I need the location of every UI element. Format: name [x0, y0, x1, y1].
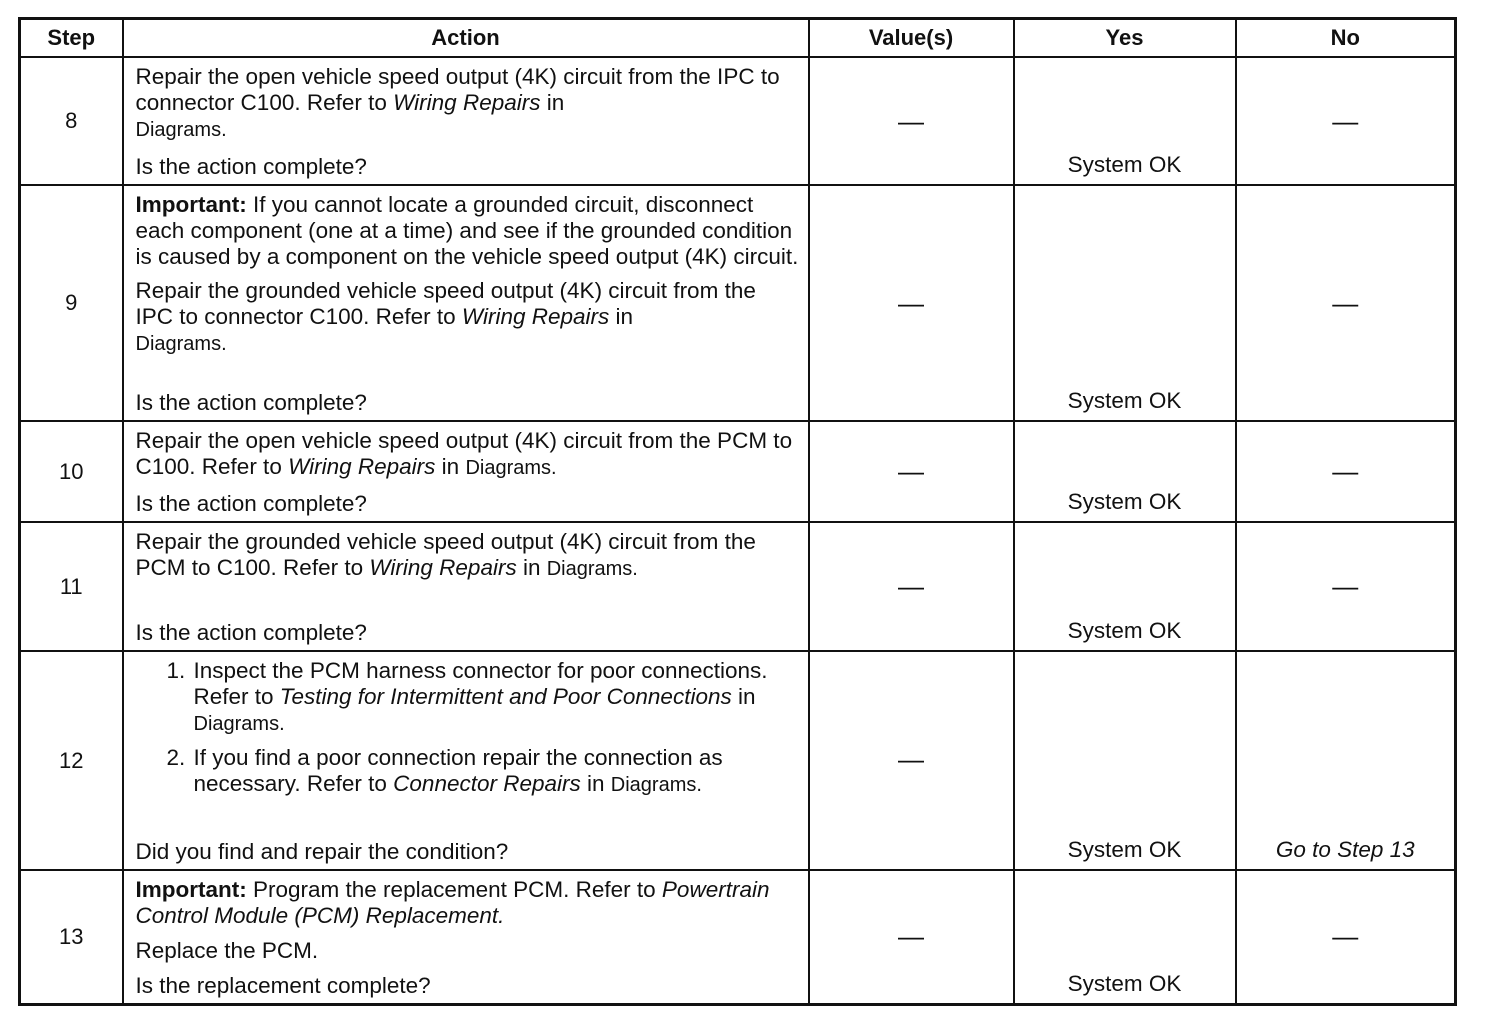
- yes-cell: System OK: [1014, 870, 1236, 1004]
- table-row: [20, 651, 1456, 870]
- testing-ref: Testing for Intermittent and Poor Connections: [279, 684, 732, 709]
- procedure-list: [136, 658, 800, 806]
- step-number: 10: [20, 421, 123, 522]
- yes-cell: System OK: [1014, 185, 1236, 421]
- step-number: 13: [20, 870, 123, 1004]
- action-question: Is the action complete?: [135, 390, 367, 415]
- values-cell: —: [809, 185, 1014, 421]
- table-row: [20, 421, 1456, 522]
- no-cell: —: [1236, 185, 1456, 421]
- values-cell: —: [809, 651, 1014, 870]
- action-text: Repair the grounded vehicle speed output (4K) circuit from the IPC to connector C100. Refer to Wiring Repairs in Diagrams.: [135, 278, 756, 355]
- yes-cell: System OK: [1014, 522, 1236, 651]
- yes-cell: System OK: [1014, 651, 1236, 870]
- action-cell: [123, 421, 809, 522]
- yes-cell: System OK: [1014, 57, 1236, 185]
- action-question: Is the action complete?: [135, 491, 367, 516]
- important-note: Important: If you cannot locate a grounded circuit, disconnect each component (one at a time) and see if the grounded condition is caused by a component on the vehicle speed output (4K) circuit.: [135, 192, 799, 269]
- header-action: Action: [123, 19, 809, 58]
- values-cell: —: [809, 57, 1014, 185]
- action-text: Replace the PCM.: [135, 937, 319, 963]
- values-cell: —: [809, 421, 1014, 522]
- values-cell: —: [809, 522, 1014, 651]
- yes-cell: System OK: [1014, 421, 1236, 522]
- header-yes: Yes: [1014, 19, 1236, 58]
- values-cell: —: [809, 870, 1014, 1004]
- action-question: Did you find and repair the condition?: [135, 839, 509, 864]
- action-text: Repair the grounded vehicle speed output (4K) circuit from the PCM to C100. Refer to Wiring Repairs in Diagrams.: [135, 529, 756, 580]
- action-question: Is the replacement complete?: [135, 972, 431, 998]
- connector-repairs-ref: Connector Repairs: [393, 771, 581, 796]
- header-no: No: [1236, 19, 1456, 58]
- header-values: Value(s): [809, 19, 1014, 58]
- important-note: Important: Program the replacement PCM. Refer to Powertrain Control Module (PCM) Replacement.: [135, 877, 770, 928]
- action-cell: [123, 185, 809, 421]
- no-cell: —: [1236, 522, 1456, 651]
- step-number: 8: [20, 57, 123, 185]
- table-row: [20, 57, 1456, 185]
- pcm-replacement-ref: Powertrain Control Module (PCM) Replacement.: [135, 877, 770, 928]
- wiring-repairs-ref: Wiring Repairs: [393, 90, 541, 115]
- step-number: 12: [20, 651, 123, 870]
- list-item: 1. Inspect the PCM harness connector for poor connections. Refer to Testing for Intermittent and Poor Connections in Diagrams.: [192, 658, 800, 737]
- table-row: [20, 522, 1456, 651]
- diagnostic-table: [18, 17, 1457, 1006]
- action-cell: [123, 522, 809, 651]
- list-item: 2. If you find a poor connection repair the connection as necessary. Refer to Connector Repairs in Diagrams.: [192, 745, 800, 798]
- wiring-repairs-ref: Wiring Repairs: [369, 555, 517, 580]
- step-number: 11: [20, 522, 123, 651]
- wiring-repairs-ref: Wiring Repairs: [461, 304, 610, 329]
- header-row: [20, 19, 1456, 58]
- no-cell: —: [1236, 57, 1456, 185]
- action-text: Repair the open vehicle speed output (4K) circuit from the IPC to connector C100. Refer to Wiring Repairs in Diagrams.: [135, 64, 780, 141]
- action-cell: [123, 57, 809, 185]
- step-number: 9: [20, 185, 123, 421]
- header-step: Step: [20, 19, 123, 58]
- no-cell: —: [1236, 870, 1456, 1004]
- action-text: Repair the open vehicle speed output (4K) circuit from the PCM to C100. Refer to Wiring Repairs in Diagrams.: [135, 428, 793, 479]
- action-question: Is the action complete?: [135, 154, 367, 179]
- table-row: [20, 185, 1456, 421]
- action-cell: [123, 651, 809, 870]
- wiring-repairs-ref: Wiring Repairs: [288, 454, 436, 479]
- table-row: [20, 870, 1456, 1004]
- action-question: Is the action complete?: [135, 620, 367, 645]
- action-cell: [123, 870, 809, 1004]
- no-cell: Go to Step 13: [1236, 651, 1456, 870]
- no-cell: —: [1236, 421, 1456, 522]
